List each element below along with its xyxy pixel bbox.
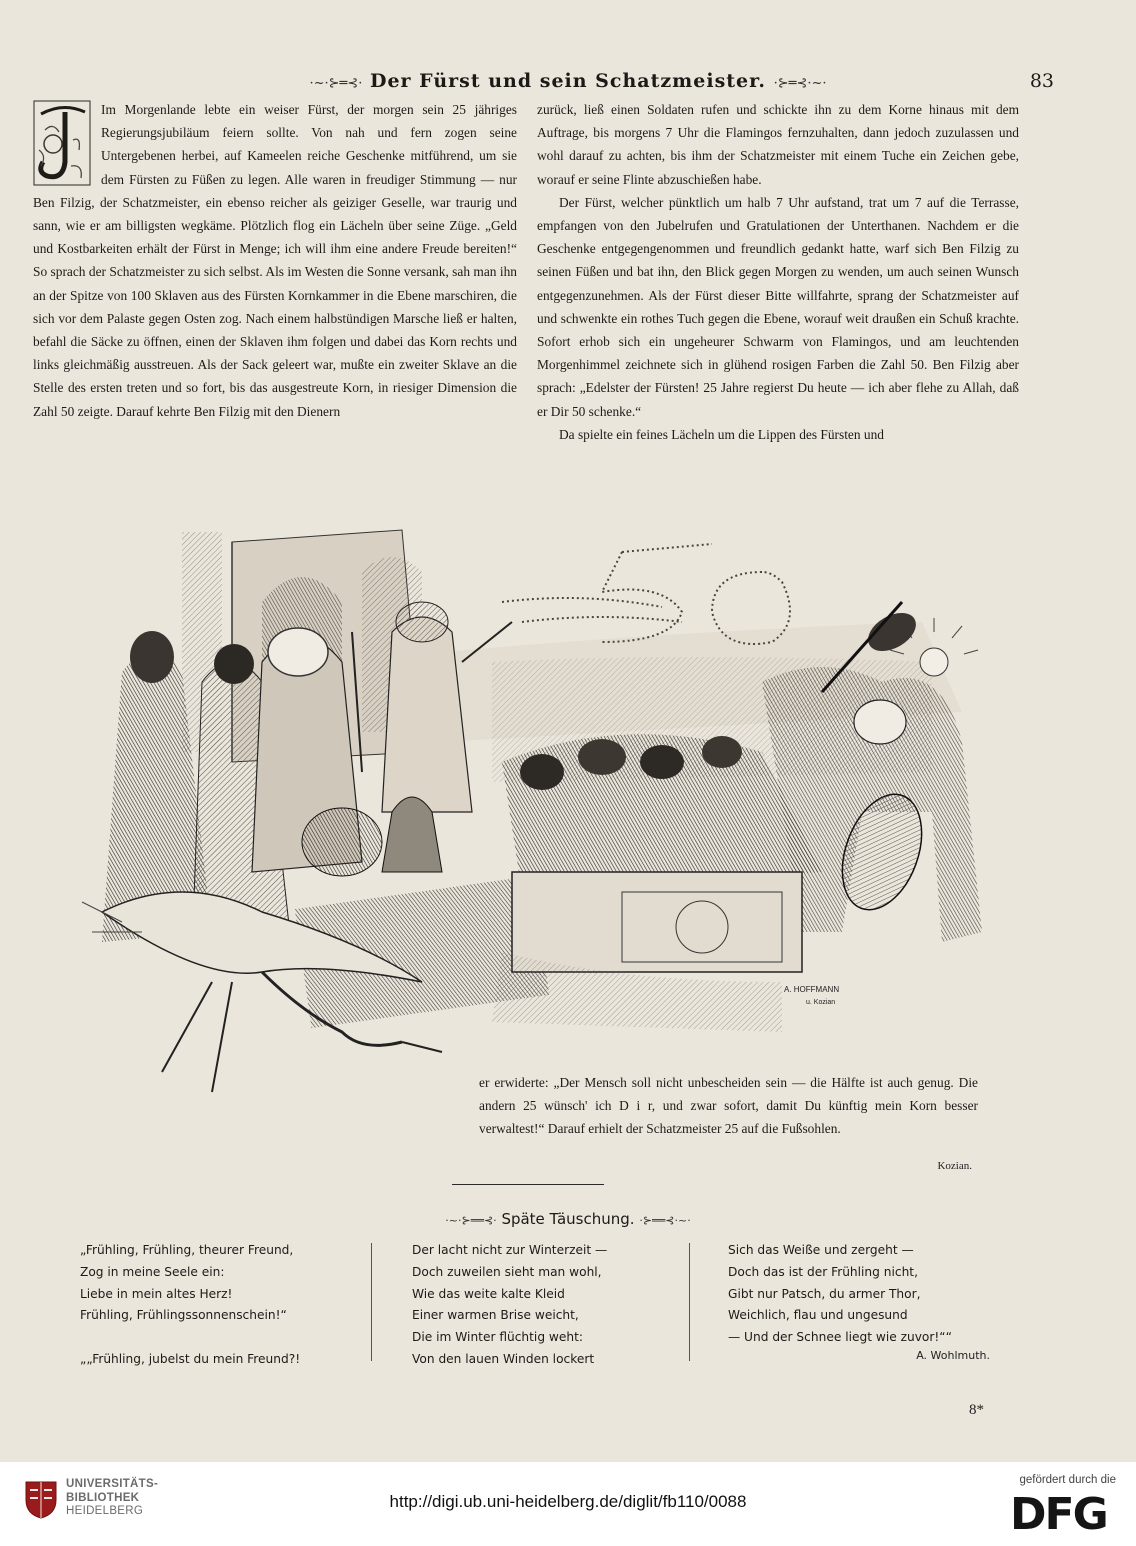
poem-line: Von den lauen Winden lockert [412, 1351, 595, 1366]
header-ornament-right: ·⊱═⊰·~· [773, 76, 827, 91]
article-left-column [33, 98, 517, 423]
poem-line: „„Frühling, jubelst du mein Freund?! [80, 1351, 301, 1366]
poem-column-1 [80, 1240, 370, 1371]
article-continuation [479, 1072, 978, 1140]
funded-by-label: gefördert durch die [1019, 1474, 1116, 1486]
poem-line: Die im Winter flüchtig weht: [412, 1330, 584, 1345]
poem-line: — Und der Schnee liegt wie zuvor!““ [728, 1330, 952, 1345]
article-paragraph: er erwiderte: „Der Mensch soll nicht unbescheiden sein — die Hälfte ist auch genug. Die andern 25 wünsch' ich D i r, und zwar sofort, damit Du künftig mein Korn besser verwaltest!“ Darauf erhielt der Schatzmeister 25 auf die Fußsohlen. [479, 1075, 978, 1136]
stone-balustrade [492, 872, 802, 1032]
article-paragraph: Der Fürst, welcher pünktlich um halb 7 Uhr aufstand, trat um 7 auf die Terrasse, empfangen von den Jubelrufen und Gratulationen der Unterthanen. Nachdem er die Geschenke entgegengenommen und freundlich gedankt hatte, warf sich Ben Filzig zu seinen Füßen und bat ihn, den Blick gegen Morgen zu wenden, um auch seinen Wunsch entgegenzunehmen. Als der Fürst dieser Bitte willfahrte, sprang der Schatzmeister auf und schwenkte ein rothes Tuch gegen die Ebene, worauf weit draußen ein Schuß krachte. Sofort erhob sich ein ungeheurer Schwarm von Flamingos, und am leuchtenden Morgenhimmel zeichnete sich in glühend rosigen Farben die Zahl 50. Ben Filzig aber sprach: „Edelster der Fürsten! 25 Jahre regierst Du heute — ich aber flehe zu Allah, daß er Dir 50 schenke.“ [537, 194, 1019, 419]
poem-title [0, 1210, 1136, 1228]
printer-signature-mark: 8* [969, 1402, 984, 1418]
section-divider [452, 1184, 604, 1185]
article-paragraph: Im Morgenlande lebte ein weiser Fürst, der morgen sein 25 jähriges Regierungsjubiläum feiern sollte. Von nah und fern zogen seine Untergebenen herbei, auf Kameelen reiche Geschenke mitführend, um sie dem Fürsten zu Füßen zu legen. Alle waren in freudiger Stimmung — nur Ben Filzig, der Schatzmeister, ein ebenso reicher als geiziger Geselle, war traurig und sann, wie er am billigsten wegkäme. Plötzlich flog ein Lächeln über seine Züge. „Geld und Kostbarkeiten erhält der Fürst in Menge; ich will ihm eine andere Freude bereiten!“ So sprach der Schatzmeister zu sich selbst. Als im Westen die Sonne versank, sah man ihn an der Spitze von 100 Sklaven aus des Fürsten Kornkammer in die Ebene marschiren, die sich vor dem Palaste gegen Osten zog. Nach einem halbstündigen Marsche ließ er halten, befahl die Säcke zu öffnen, einen der Sklaven ihm folgen und dabei das Korn rechts und links gleichmäßig ausstreuen. Als der Sack geleert war, mußte ein zweiter Sklave an die Stelle des ersten treten und so fort, bis das ausgestreute Korn, in riesiger Dimension die Zahl 50 zeigte. Darauf kehrte Ben Filzig mit den Dienern [33, 102, 517, 419]
university-line: UNIVERSITÄTS- [66, 1478, 159, 1490]
article-right-column [537, 98, 1019, 446]
article-title-text: Der Fürst und sein Schatzmeister. [369, 70, 767, 92]
poem-line [80, 1327, 370, 1349]
poem-column-divider [689, 1243, 690, 1361]
article-title [0, 70, 1136, 92]
article-author: Kozian. [937, 1160, 972, 1172]
poem-ornament-left: ·~·⊱══⊰· [445, 1214, 497, 1227]
poem-line: Doch zuweilen sieht man wohl, [412, 1264, 602, 1279]
poem-line: „Frühling, Frühling, theurer Freund, [80, 1243, 294, 1257]
poem-line: Frühling, Frühlingssonnenschein!“ [80, 1308, 287, 1323]
poem-line: Sich das Weiße und zergeht — [728, 1243, 914, 1257]
illustration-signature-2: u. Kozian [806, 999, 836, 1006]
article-paragraph: zurück, ließ einen Soldaten rufen und schickte ihn zu dem Korne hinaus mit dem Auftrage, bis morgens 7 Uhr die Flamingos fernzuhalten, dann jedoch zuzulassen und wohl darauf zu achten, bis ihm der Schatzmeister mit einem Tuche ein Zeichen gebe, worauf er seine Flinte abzuschießen habe. [537, 102, 1019, 187]
poem-line: Wie das weite kalte Kleid [412, 1286, 565, 1301]
university-line: HEIDELBERG [66, 1505, 144, 1517]
poem-ornament-right: ·⊱══⊰·~· [639, 1214, 691, 1227]
flamingo-flock-icon [502, 544, 790, 644]
poem-author: A. Wohlmuth. [916, 1349, 990, 1362]
poem-title-text: Späte Täuschung. [501, 1210, 635, 1228]
footer-bar [0, 1462, 1136, 1546]
poem-line: Zog in meine Seele ein: [80, 1264, 225, 1279]
poem-line: Gibt nur Patsch, du armer Thor, [728, 1286, 921, 1301]
poem-column-2 [412, 1240, 692, 1371]
decorative-initial-icon [33, 100, 91, 186]
poem-line: Der lacht nicht zur Winterzeit — [412, 1243, 608, 1257]
illustration-signature: A. HOFFMANN [784, 985, 840, 994]
poem-line: Liebe in mein altes Herz! [80, 1286, 233, 1301]
dfg-logo-icon[interactable] [1010, 1489, 1116, 1537]
article-paragraph: Da spielte ein feines Lächeln um die Lippen des Fürsten und [559, 426, 885, 442]
poem-line: Weichlich, flau und ungesund [728, 1308, 908, 1323]
poem-line: Doch das ist der Frühling nicht, [728, 1264, 918, 1279]
source-url-link[interactable]: http://digi.ub.uni-heidelberg.de/diglit/fb110/0088 [389, 1492, 747, 1511]
header-ornament-left: ·~·⊱═⊰· [309, 76, 363, 91]
university-line: BIBLIOTHEK [66, 1491, 140, 1504]
page-number: 83 [1029, 70, 1054, 92]
dfg-logo-text: DFG [1010, 1489, 1107, 1533]
poem-column-divider [371, 1243, 372, 1361]
poem-line: Einer warmen Brise weicht, [412, 1308, 579, 1323]
page-header [0, 70, 1136, 100]
poem-column-3 [728, 1240, 1008, 1349]
